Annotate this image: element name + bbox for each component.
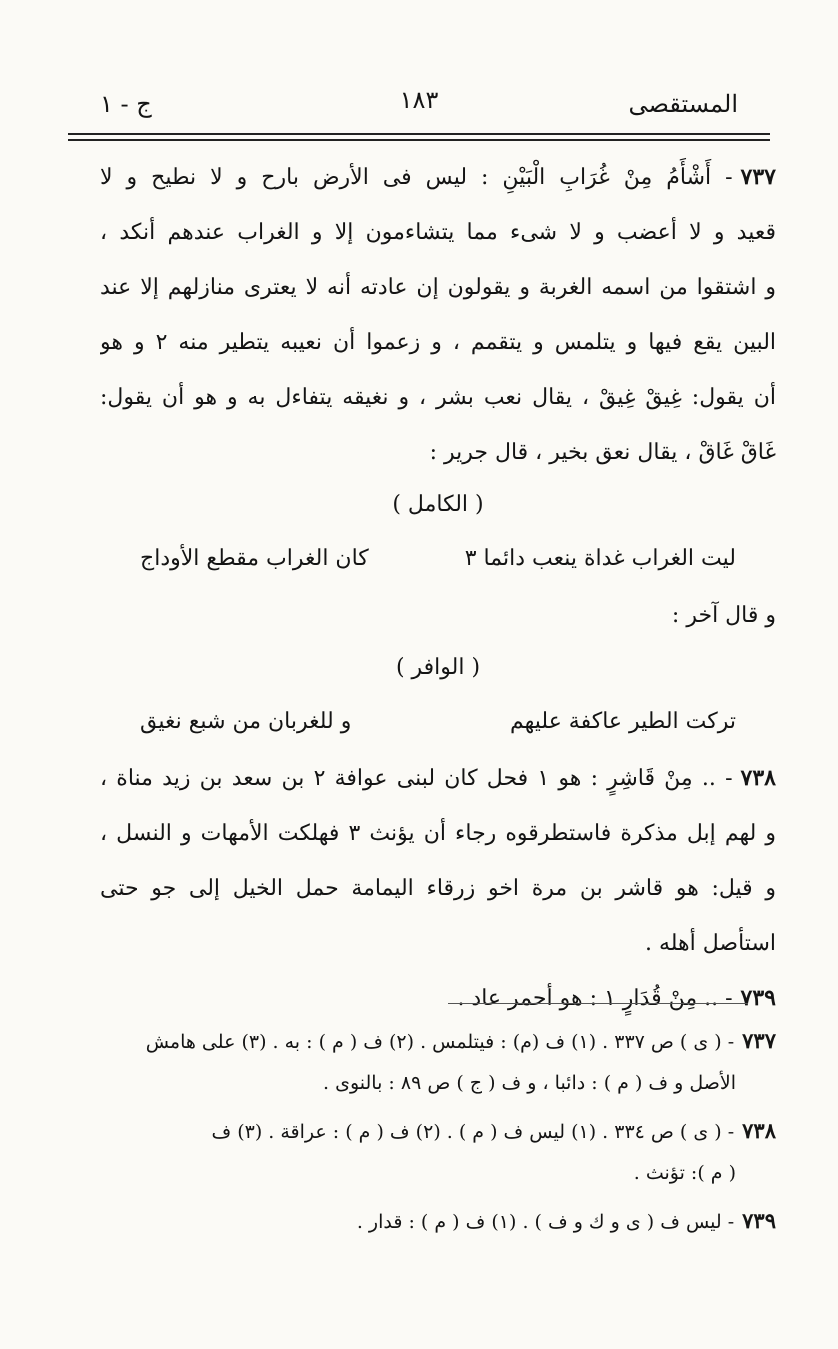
entry-739-line: ٧٣٩- .. مِنْ قُدَارٍ ١ : هو أحمر عاد . xyxy=(457,985,776,1011)
verse-hemistich-first: تركت الطير عاكفة عليهم xyxy=(509,709,736,734)
footnote-number: ٧٣٨ xyxy=(742,1118,776,1143)
page-number: ١٨٣ xyxy=(399,86,439,114)
entry-number: ٧٣٩ xyxy=(740,985,776,1011)
book-title: المستقصى xyxy=(628,90,738,118)
verse-hemistich-second: كان الغراب مقطع الأوداج xyxy=(140,546,369,571)
text-line: و لهم إبل مذكرة فاستطرقوه رجاء أن يؤنث ٣ فهلكت الأمهات و النسل ، xyxy=(100,821,776,846)
text-line: و اشتقوا من اسمه الغربة و يقولون إن عادته أنه لا يعترى منازلهم إلا عند xyxy=(100,275,776,300)
text-line: و قال آخر : xyxy=(671,603,776,628)
footnote-divider xyxy=(448,1003,748,1004)
verse-hemistich-second: و للغربان من شبع نغيق xyxy=(140,709,352,734)
main-text xyxy=(100,150,776,1026)
header-rule xyxy=(68,133,770,135)
verse-hemistich-first: ليت الغراب غداة ينعب دائما ٣ xyxy=(464,546,736,571)
text-line: استأصل أهله . xyxy=(644,931,776,956)
footnote-738: ٧٣٨- ( ى ) ص ٣٣٤ . (١) ليس ف ( م ) . (٢) ف ( م ) : عراقة . (٣) ف xyxy=(211,1118,776,1143)
footnotes xyxy=(70,1020,776,1242)
entry-738-line: ٧٣٨- .. مِنْ قَاشِرٍ : هو ١ فحل كان لبنى عوافة ٢ بن سعد بن زيد مناة ، xyxy=(100,765,776,791)
text-line: البين يقع فيها و يتلمس و يتقمم ، و زعموا أن نعيبه يتطير منه ٢ و هو xyxy=(100,330,776,355)
footnote-739: ٧٣٩- ليس ف ( ى و ك و ف ) . (١) ف ( م ) : قدار . xyxy=(356,1208,776,1233)
entry-number: ٧٣٧ xyxy=(740,164,776,190)
footnote-number: ٧٣٩ xyxy=(742,1208,776,1233)
meter-label: ( الكامل ) xyxy=(392,492,484,517)
text-line: قعيد و لا أعضب و لا شىء مما يتشاءمون إلا و الغراب عندهم أنكد ، xyxy=(100,220,776,245)
text-line: و قيل: هو قاشر بن مرة اخو زرقاء اليمامة حمل الخيل إلى جو حتى xyxy=(100,876,776,901)
text-line: أن يقول: غِيقْ غِيقْ ، يقال نعب بشر ، و نغيقه يتفاءل به و هو أن يقول: xyxy=(100,385,776,410)
verse-line xyxy=(100,530,776,588)
meter-label: ( الوافر ) xyxy=(395,655,481,680)
entry-737-line: ٧٣٧- أَشْأَمُ مِنْ غُرَابِ الْبَيْنِ : ليس فى الأرض بارح و لا نطيح و لا xyxy=(100,164,776,190)
verse-line xyxy=(100,693,776,751)
running-header xyxy=(100,82,738,126)
text-line: غَاقْ غَاقْ ، يقال نعق بخير ، قال جرير : xyxy=(429,440,776,465)
part-label: ج - ١ xyxy=(100,90,152,118)
footnote-line: الأصل و ف ( م ) : دائبا ، و ف ( ج ) ص ٨٩ : بالنوى . xyxy=(323,1072,736,1094)
footnote-line: ( م ): تؤنث . xyxy=(633,1162,736,1184)
header-rule-double xyxy=(68,139,770,141)
footnote-737: ٧٣٧- ( ى ) ص ٣٣٧ . (١) ف (م) : فيتلمس . (٢) ف ( م ) : به . (٣) على هامش xyxy=(145,1028,776,1053)
entry-number: ٧٣٨ xyxy=(740,765,776,791)
footnote-number: ٧٣٧ xyxy=(742,1028,776,1053)
